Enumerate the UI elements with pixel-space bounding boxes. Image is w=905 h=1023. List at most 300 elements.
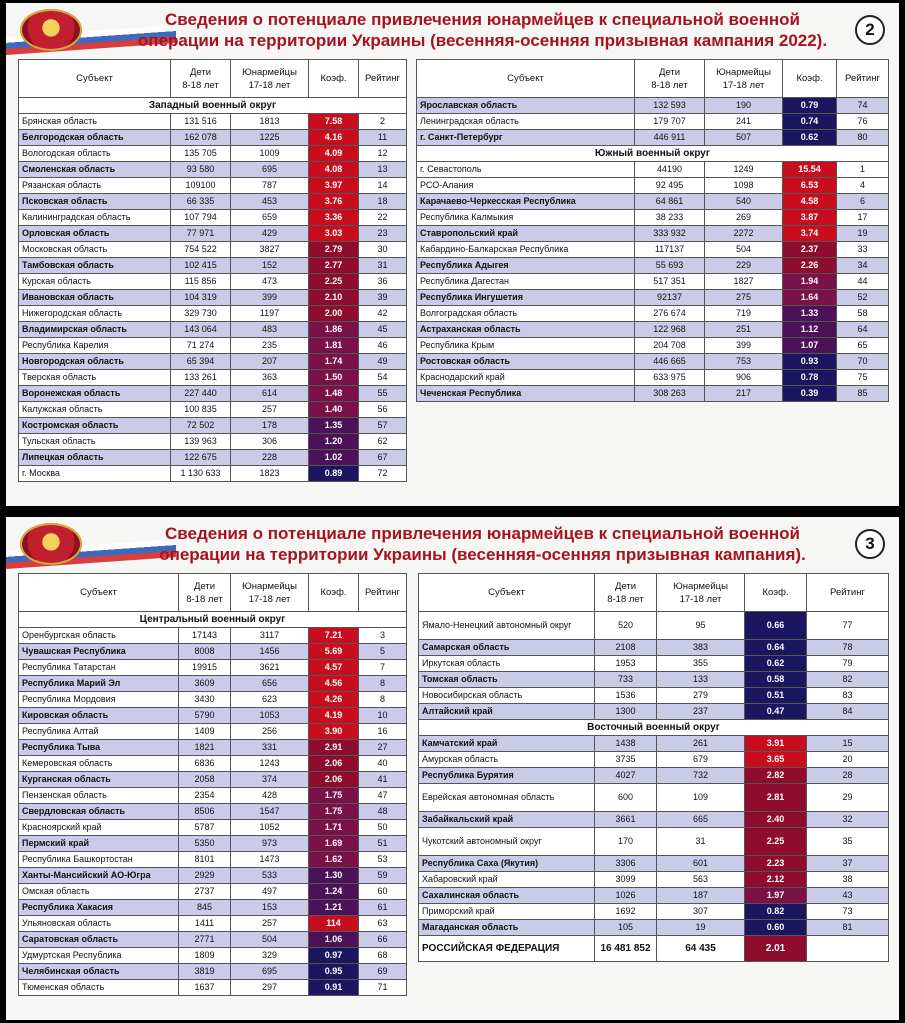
table-row: [419, 704, 889, 720]
yunarmy-count: 297: [231, 980, 309, 996]
subject-name: Карачаево-Черкесская Республика: [417, 194, 635, 210]
subject-name: Республика Саха (Якутия): [419, 856, 595, 872]
children-count: 520: [595, 612, 657, 640]
coef-value: 0.93: [783, 354, 837, 370]
children-count: 5350: [179, 836, 231, 852]
rating-value: 43: [807, 888, 889, 904]
yunarmy-emblem-icon: [20, 9, 82, 51]
table-row: [419, 784, 889, 812]
yunarmy-count: 753: [705, 354, 783, 370]
rating-value: 80: [837, 130, 889, 146]
table-southern-district: [416, 59, 889, 402]
table-row: [19, 804, 407, 820]
children-count: 64 861: [635, 194, 705, 210]
children-count: 329 730: [171, 306, 231, 322]
children-count: 109100: [171, 178, 231, 194]
children-count: 276 674: [635, 306, 705, 322]
yunarmy-count: 329: [231, 948, 309, 964]
rating-value: [807, 936, 889, 962]
coef-value: 1.50: [309, 370, 359, 386]
coef-value: 0.62: [745, 656, 807, 672]
table-row: [419, 812, 889, 828]
coef-value: 2.26: [783, 258, 837, 274]
subject-name: Сахалинская область: [419, 888, 595, 904]
rating-value: 33: [837, 242, 889, 258]
subject-name: Тюменская область: [19, 980, 179, 996]
rating-value: 85: [837, 386, 889, 402]
yunarmy-count: 973: [231, 836, 309, 852]
table-row: [419, 656, 889, 672]
subject-name: Оренбургская область: [19, 628, 179, 644]
table-row: [19, 354, 407, 370]
rating-value: 67: [359, 450, 407, 466]
table-row: [19, 402, 407, 418]
coef-value: 2.12: [745, 872, 807, 888]
subject-name: РСО-Алания: [417, 178, 635, 194]
rating-value: 58: [837, 306, 889, 322]
subject-name: Кабардино-Балкарская Республика: [417, 242, 635, 258]
header-rating: Рейтинг: [807, 574, 889, 612]
yunarmy-count: 383: [657, 640, 745, 656]
rating-value: 69: [359, 964, 407, 980]
children-count: 104 319: [171, 290, 231, 306]
rating-value: 35: [807, 828, 889, 856]
table-row: [419, 936, 889, 962]
subject-name: Московская область: [19, 242, 171, 258]
subject-name: Республика Башкортостан: [19, 852, 179, 868]
coef-value: 2.06: [309, 756, 359, 772]
district-row: [417, 146, 889, 162]
children-count: 2737: [179, 884, 231, 900]
rating-value: 1: [837, 162, 889, 178]
coef-value: 2.82: [745, 768, 807, 784]
table-row: [19, 146, 407, 162]
table-row: [19, 916, 407, 932]
yunarmy-count: 153: [231, 900, 309, 916]
table-row: [417, 338, 889, 354]
subject-name: Калужская область: [19, 402, 171, 418]
children-count: 3430: [179, 692, 231, 708]
children-count: 17143: [179, 628, 231, 644]
yunarmy-count: 659: [231, 210, 309, 226]
header-coef: Коэф.: [745, 574, 807, 612]
yunarmy-count: 31: [657, 828, 745, 856]
table-row: [19, 644, 407, 660]
children-count: 1 130 633: [171, 466, 231, 482]
coef-value: 0.66: [745, 612, 807, 640]
subject-name: г. Севастополь: [417, 162, 635, 178]
children-count: 845: [179, 900, 231, 916]
table-row: [417, 274, 889, 290]
table-row: [19, 660, 407, 676]
yunarmy-count: 1827: [705, 274, 783, 290]
subject-name: Чеченская Республика: [417, 386, 635, 402]
header-children: Дети 8-18 лет: [635, 60, 705, 98]
rating-value: 2: [359, 114, 407, 130]
header-rating: Рейтинг: [837, 60, 889, 98]
district-row: [19, 98, 407, 114]
children-count: 19915: [179, 660, 231, 676]
subject-name: Астраханская область: [417, 322, 635, 338]
rating-value: 70: [837, 354, 889, 370]
table-row: [417, 226, 889, 242]
rating-value: 17: [837, 210, 889, 226]
coef-value: 2.00: [309, 306, 359, 322]
table-row: [19, 820, 407, 836]
children-count: 107 794: [171, 210, 231, 226]
yunarmy-count: 507: [705, 130, 783, 146]
children-count: 1438: [595, 736, 657, 752]
children-count: 6836: [179, 756, 231, 772]
yunarmy-count: 133: [657, 672, 745, 688]
yunarmy-count: 601: [657, 856, 745, 872]
table-row: [19, 226, 407, 242]
coef-value: 1.21: [309, 900, 359, 916]
coef-value: 0.51: [745, 688, 807, 704]
children-count: 16 481 852: [595, 936, 657, 962]
children-count: 135 705: [171, 146, 231, 162]
yunarmy-count: 665: [657, 812, 745, 828]
rating-value: 23: [359, 226, 407, 242]
children-count: 1409: [179, 724, 231, 740]
coef-value: 0.97: [309, 948, 359, 964]
subject-name: Камчатский край: [419, 736, 595, 752]
rating-value: 73: [807, 904, 889, 920]
coef-value: 2.06: [309, 772, 359, 788]
yunarmy-emblem-icon: [20, 523, 82, 565]
table-row: [19, 756, 407, 772]
children-count: 131 516: [171, 114, 231, 130]
subject-name: Краснодарский край: [417, 370, 635, 386]
yunarmy-count: 1547: [231, 804, 309, 820]
yunarmy-count: 95: [657, 612, 745, 640]
table-row: [417, 210, 889, 226]
rating-value: 45: [359, 322, 407, 338]
children-count: 92137: [635, 290, 705, 306]
table-row: [417, 386, 889, 402]
subject-name: Ямало-Ненецкий автономный округ: [419, 612, 595, 640]
rating-value: 65: [837, 338, 889, 354]
subject-name: Чувашская Республика: [19, 644, 179, 660]
coef-value: 2.77: [309, 258, 359, 274]
rating-value: 7: [359, 660, 407, 676]
subject-name: Республика Калмыкия: [417, 210, 635, 226]
coef-value: 5.69: [309, 644, 359, 660]
table-row: [19, 194, 407, 210]
table-row: [419, 920, 889, 936]
table-row: [419, 828, 889, 856]
table-row: [417, 258, 889, 274]
rating-value: 83: [807, 688, 889, 704]
children-count: 65 394: [171, 354, 231, 370]
coef-value: 15.54: [783, 162, 837, 178]
yunarmy-count: 1823: [231, 466, 309, 482]
yunarmy-count: 473: [231, 274, 309, 290]
children-count: 4027: [595, 768, 657, 784]
rating-value: 42: [359, 306, 407, 322]
rating-value: 12: [359, 146, 407, 162]
yunarmy-count: 207: [231, 354, 309, 370]
table-row: [419, 856, 889, 872]
coef-value: 1.06: [309, 932, 359, 948]
subject-name: Псковская область: [19, 194, 171, 210]
coef-value: 3.03: [309, 226, 359, 242]
children-count: 162 078: [171, 130, 231, 146]
rating-value: 31: [359, 258, 407, 274]
subject-name: Курская область: [19, 274, 171, 290]
children-count: 754 522: [171, 242, 231, 258]
coef-value: 1.33: [783, 306, 837, 322]
yunarmy-count: 399: [705, 338, 783, 354]
header-yunarmy: Юнармейцы 17-18 лет: [657, 574, 745, 612]
coef-value: 1.02: [309, 450, 359, 466]
yunarmy-count: 235: [231, 338, 309, 354]
children-count: 3609: [179, 676, 231, 692]
rating-value: 15: [807, 736, 889, 752]
district-name: Центральный военный округ: [19, 612, 407, 628]
coef-value: 0.95: [309, 964, 359, 980]
yunarmy-count: 614: [231, 386, 309, 402]
table-row: [19, 836, 407, 852]
coef-value: 4.57: [309, 660, 359, 676]
children-count: 38 233: [635, 210, 705, 226]
table-row: [19, 386, 407, 402]
subject-name: Костромская область: [19, 418, 171, 434]
table-row: [417, 130, 889, 146]
table-row: [419, 888, 889, 904]
yunarmy-count: 504: [705, 242, 783, 258]
coef-value: 0.64: [745, 640, 807, 656]
children-count: 55 693: [635, 258, 705, 274]
yunarmy-count: 190: [705, 98, 783, 114]
table-row: [19, 162, 407, 178]
coef-value: 4.26: [309, 692, 359, 708]
yunarmy-count: 1243: [231, 756, 309, 772]
rating-value: 27: [359, 740, 407, 756]
children-count: 1536: [595, 688, 657, 704]
table-row: [19, 466, 407, 482]
table-row: [19, 772, 407, 788]
yunarmy-count: 19: [657, 920, 745, 936]
table-row: [19, 178, 407, 194]
coef-value: 1.71: [309, 820, 359, 836]
coef-value: 0.78: [783, 370, 837, 386]
rating-value: 59: [359, 868, 407, 884]
yunarmy-count: 1098: [705, 178, 783, 194]
subject-name: Самарская область: [419, 640, 595, 656]
coef-value: 0.60: [745, 920, 807, 936]
coef-value: 1.07: [783, 338, 837, 354]
rating-value: 77: [807, 612, 889, 640]
table-row: [417, 114, 889, 130]
yunarmy-count: 307: [657, 904, 745, 920]
yunarmy-count: 237: [657, 704, 745, 720]
header-subject: Субъект: [417, 60, 635, 98]
subject-name: Томская область: [419, 672, 595, 688]
table-row: [19, 450, 407, 466]
children-count: 8008: [179, 644, 231, 660]
table-row: [417, 370, 889, 386]
children-count: 2354: [179, 788, 231, 804]
children-count: 3306: [595, 856, 657, 872]
children-count: 1809: [179, 948, 231, 964]
table-row: [419, 752, 889, 768]
rating-value: 74: [837, 98, 889, 114]
coef-value: 6.53: [783, 178, 837, 194]
subject-name: Тульская область: [19, 434, 171, 450]
children-count: 66 335: [171, 194, 231, 210]
children-count: 446 911: [635, 130, 705, 146]
subject-name: Свердловская область: [19, 804, 179, 820]
rating-value: 34: [837, 258, 889, 274]
yunarmy-count: 656: [231, 676, 309, 692]
table-row: [19, 692, 407, 708]
header-children: Дети 8-18 лет: [179, 574, 231, 612]
rating-value: 48: [359, 804, 407, 820]
rating-value: 49: [359, 354, 407, 370]
coef-value: 4.09: [309, 146, 359, 162]
subject-name: Республика Алтай: [19, 724, 179, 740]
district-name: Западный военный округ: [19, 98, 407, 114]
children-count: 5790: [179, 708, 231, 724]
rating-value: 32: [807, 812, 889, 828]
coef-value: 1.74: [309, 354, 359, 370]
slide-3: [6, 517, 899, 1020]
rating-value: 47: [359, 788, 407, 804]
subject-name: Республика Адыгея: [417, 258, 635, 274]
yunarmy-count: 533: [231, 868, 309, 884]
subject-name: Пермский край: [19, 836, 179, 852]
yunarmy-count: 504: [231, 932, 309, 948]
rating-value: 4: [837, 178, 889, 194]
children-count: 2058: [179, 772, 231, 788]
children-count: 1692: [595, 904, 657, 920]
yunarmy-count: 732: [657, 768, 745, 784]
yunarmy-count: 429: [231, 226, 309, 242]
rating-value: 40: [359, 756, 407, 772]
rating-value: 8: [359, 676, 407, 692]
slide-number: 2: [855, 15, 885, 45]
rating-value: 79: [807, 656, 889, 672]
header-row: [19, 574, 407, 612]
header-yunarmy: Юнармейцы 17-18 лет: [231, 60, 309, 98]
coef-value: 0.62: [783, 130, 837, 146]
coef-value: 2.40: [745, 812, 807, 828]
children-count: 1953: [595, 656, 657, 672]
rating-value: 14: [359, 178, 407, 194]
coef-value: 4.08: [309, 162, 359, 178]
yunarmy-count: 152: [231, 258, 309, 274]
children-count: 1300: [595, 704, 657, 720]
coef-value: 1.75: [309, 804, 359, 820]
rating-value: 61: [359, 900, 407, 916]
coef-value: 1.20: [309, 434, 359, 450]
table-row: [19, 338, 407, 354]
header-rating: Рейтинг: [359, 60, 407, 98]
header-coef: Коэф.: [309, 60, 359, 98]
table-row: [19, 210, 407, 226]
rating-value: 71: [359, 980, 407, 996]
subject-name: Тамбовская область: [19, 258, 171, 274]
children-count: 1411: [179, 916, 231, 932]
children-count: 132 593: [635, 98, 705, 114]
rating-value: 41: [359, 772, 407, 788]
table-row: [19, 370, 407, 386]
children-count: 100 835: [171, 402, 231, 418]
table-central-district: [18, 573, 407, 996]
rating-value: 51: [359, 836, 407, 852]
children-count: 3099: [595, 872, 657, 888]
table-row: [19, 290, 407, 306]
subject-name: Новосибирская область: [419, 688, 595, 704]
rating-value: 38: [807, 872, 889, 888]
header-rating: Рейтинг: [359, 574, 407, 612]
coef-value: 4.16: [309, 130, 359, 146]
table-row: [19, 788, 407, 804]
coef-value: 7.58: [309, 114, 359, 130]
subject-name: Амурская область: [419, 752, 595, 768]
coef-value: 1.48: [309, 386, 359, 402]
coef-value: 2.01: [745, 936, 807, 962]
yunarmy-count: 563: [657, 872, 745, 888]
district-row: [419, 720, 889, 736]
header-row: [417, 60, 889, 98]
coef-value: 2.91: [309, 740, 359, 756]
children-count: 71 274: [171, 338, 231, 354]
coef-value: 3.87: [783, 210, 837, 226]
subject-name: Белгородская область: [19, 130, 171, 146]
yunarmy-count: 540: [705, 194, 783, 210]
table-row: [419, 640, 889, 656]
yunarmy-count: 623: [231, 692, 309, 708]
yunarmy-count: 483: [231, 322, 309, 338]
subject-name: Кемеровская область: [19, 756, 179, 772]
table-row: [417, 322, 889, 338]
coef-value: 0.58: [745, 672, 807, 688]
rating-value: 46: [359, 338, 407, 354]
yunarmy-count: 109: [657, 784, 745, 812]
header-yunarmy: Юнармейцы 17-18 лет: [705, 60, 783, 98]
children-count: 72 502: [171, 418, 231, 434]
table-row: [417, 194, 889, 210]
yunarmy-count: 695: [231, 162, 309, 178]
table-row: [19, 980, 407, 996]
subject-name: Нижегородская область: [19, 306, 171, 322]
table-row: [19, 852, 407, 868]
subject-name: Республика Хакасия: [19, 900, 179, 916]
subject-name: Еврейская автономная область: [419, 784, 595, 812]
yunarmy-count: 1456: [231, 644, 309, 660]
yunarmy-count: 1473: [231, 852, 309, 868]
header-subject: Субъект: [419, 574, 595, 612]
header-yunarmy: Юнармейцы 17-18 лет: [231, 574, 309, 612]
yunarmy-count: 3621: [231, 660, 309, 676]
subject-name: Удмуртская Республика: [19, 948, 179, 964]
table-row: [19, 418, 407, 434]
table-row: [19, 114, 407, 130]
district-name: Южный военный округ: [417, 146, 889, 162]
coef-value: 2.25: [309, 274, 359, 290]
table-row: [19, 258, 407, 274]
table-row: [419, 672, 889, 688]
coef-value: 1.86: [309, 322, 359, 338]
coef-value: 3.97: [309, 178, 359, 194]
header-children: Дети 8-18 лет: [171, 60, 231, 98]
subject-name: Тверская область: [19, 370, 171, 386]
yunarmy-count: 1009: [231, 146, 309, 162]
rating-value: 20: [807, 752, 889, 768]
children-count: 2771: [179, 932, 231, 948]
